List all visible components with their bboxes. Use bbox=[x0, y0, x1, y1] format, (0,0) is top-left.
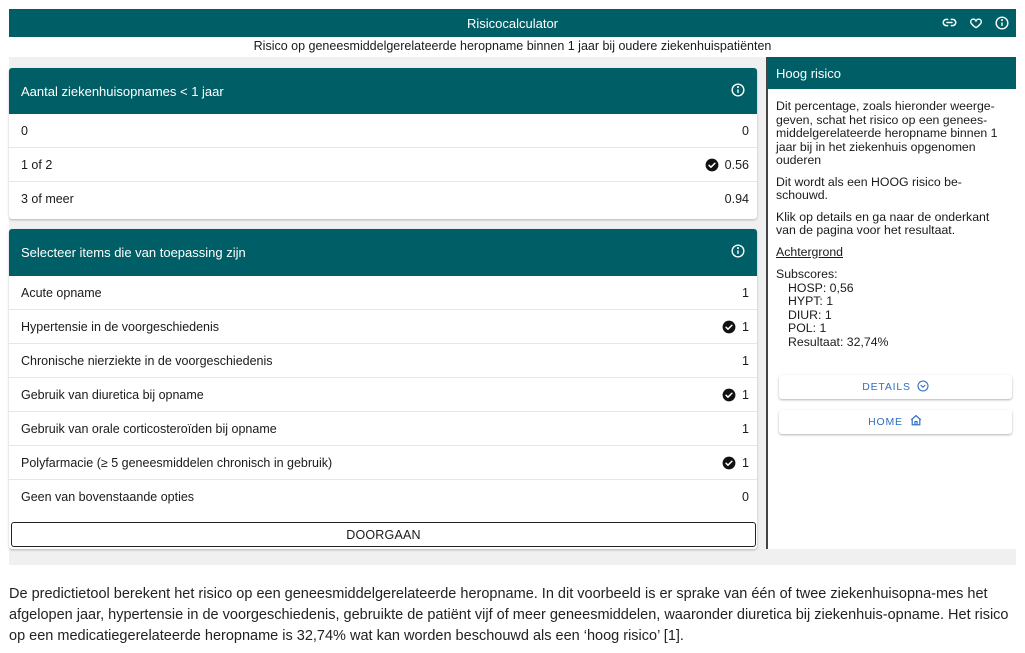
item-row[interactable] bbox=[9, 276, 757, 310]
info-icon[interactable] bbox=[731, 83, 745, 100]
item-row[interactable] bbox=[9, 480, 757, 514]
subscore-item: POL: 1 bbox=[788, 321, 827, 335]
heart-icon[interactable] bbox=[967, 14, 984, 31]
continue-button[interactable]: DOORGAAN bbox=[11, 522, 756, 547]
instruction-text: Klik op details en ga naar de onderkant van de pagina voor het resultaat. bbox=[776, 209, 990, 237]
item-label: Geen van bovenstaande opties bbox=[21, 490, 195, 504]
result-description: Dit percentage, zoals hieronder weerge-geven, schat het risico op een genees-middelgerelateerde heropname binnen 1 jaar bij in het ziekenhuis opgenomen ouderen bbox=[776, 99, 998, 167]
background-link[interactable]: Achtergrond bbox=[776, 244, 843, 259]
item-value: 0 bbox=[742, 490, 749, 504]
item-value: 1 bbox=[742, 319, 749, 334]
option-row[interactable] bbox=[9, 148, 757, 182]
item-label: Chronische nierziekte in de voorgeschiedenis bbox=[21, 353, 273, 368]
option-value: 0.56 bbox=[724, 157, 749, 172]
link-icon[interactable] bbox=[941, 14, 958, 31]
check-circle-icon bbox=[722, 388, 736, 402]
item-value: 1 bbox=[742, 421, 749, 436]
app-window bbox=[9, 9, 1016, 565]
admissions-card bbox=[9, 68, 757, 219]
subscores-label: Subscores: bbox=[776, 267, 838, 281]
items-title: Selecteer items die van toepassing zijn bbox=[21, 245, 246, 260]
item-row[interactable] bbox=[9, 412, 757, 446]
item-label: Gebruik van diuretica bij opname bbox=[21, 387, 204, 402]
subscore-item: DIUR: 1 bbox=[788, 307, 832, 322]
item-row[interactable] bbox=[9, 378, 757, 412]
option-value: 0.94 bbox=[724, 192, 749, 206]
check-circle-icon bbox=[705, 158, 719, 172]
page-subtitle: Risico op geneesmiddelgerelateerde heropname binnen 1 jaar bij oudere ziekenhuispatiënten bbox=[9, 37, 1016, 57]
item-label: Gebruik van orale corticosteroïden bij opname bbox=[21, 421, 277, 436]
item-value: 1 bbox=[742, 455, 749, 470]
option-row[interactable] bbox=[9, 114, 757, 148]
risk-statement: Dit wordt als een HOOG risico be-schouwd. bbox=[776, 174, 962, 202]
option-value: 0 bbox=[742, 123, 749, 138]
result-score: Resultaat: 32,74% bbox=[788, 334, 889, 349]
item-row[interactable] bbox=[9, 310, 757, 344]
item-row[interactable] bbox=[9, 344, 757, 378]
item-value: 1 bbox=[742, 353, 749, 368]
details-button[interactable] bbox=[779, 375, 1012, 399]
item-value: 1 bbox=[742, 285, 749, 300]
option-label: 3 of meer bbox=[21, 192, 74, 206]
check-circle-icon bbox=[722, 320, 736, 334]
admissions-header bbox=[9, 68, 757, 114]
result-body bbox=[768, 89, 1016, 349]
home-icon bbox=[909, 414, 923, 430]
item-value: 1 bbox=[742, 387, 749, 402]
option-label: 1 of 2 bbox=[21, 157, 53, 172]
result-title: Hoog risico bbox=[768, 57, 1016, 89]
chevron-down-circle-icon bbox=[917, 380, 929, 395]
subscore-item: HOSP: 0,56 bbox=[788, 280, 854, 295]
result-panel bbox=[766, 57, 1016, 549]
item-label: Acute opname bbox=[21, 285, 102, 300]
option-row[interactable] bbox=[9, 182, 757, 216]
items-header bbox=[9, 229, 757, 276]
details-label: DETAILS bbox=[862, 381, 911, 393]
option-label: 0 bbox=[21, 123, 28, 138]
admissions-title: Aantal ziekenhuisopnames < 1 jaar bbox=[21, 83, 224, 99]
figure-caption: De predictietool berekent het risico op een geneesmiddelgerelateerde heropname. In dit voorbeeld is er sprake van één of twee ziekenhuisopna-mes het afgelopen jaar, hypertensie in de voorgeschiedenis, gebruikte de patiënt vijf of meer geneesmiddelen, waaronder diuretica bij ziekenhuis-opname. Het risico op een medicatiegerelateerde heropname is 32,74% wat kan worden beschouwd als een ‘hoog risico’ [1]. bbox=[9, 586, 1009, 644]
home-label: HOME bbox=[868, 416, 903, 428]
item-label: Hypertensie in de voorgeschiedenis bbox=[21, 319, 220, 334]
top-icons bbox=[941, 14, 1010, 31]
item-row[interactable] bbox=[9, 446, 757, 480]
info-icon[interactable] bbox=[993, 14, 1010, 31]
home-button[interactable] bbox=[779, 410, 1012, 434]
top-bar bbox=[9, 9, 1016, 37]
item-label: Polyfarmacie (≥ 5 geneesmiddelen chronisch in gebruik) bbox=[21, 455, 333, 470]
check-circle-icon bbox=[722, 456, 736, 470]
items-card bbox=[9, 229, 757, 549]
subscore-item: HYPT: 1 bbox=[788, 294, 834, 308]
info-icon[interactable] bbox=[731, 244, 745, 261]
app-title: Risicocalculator bbox=[466, 16, 559, 31]
